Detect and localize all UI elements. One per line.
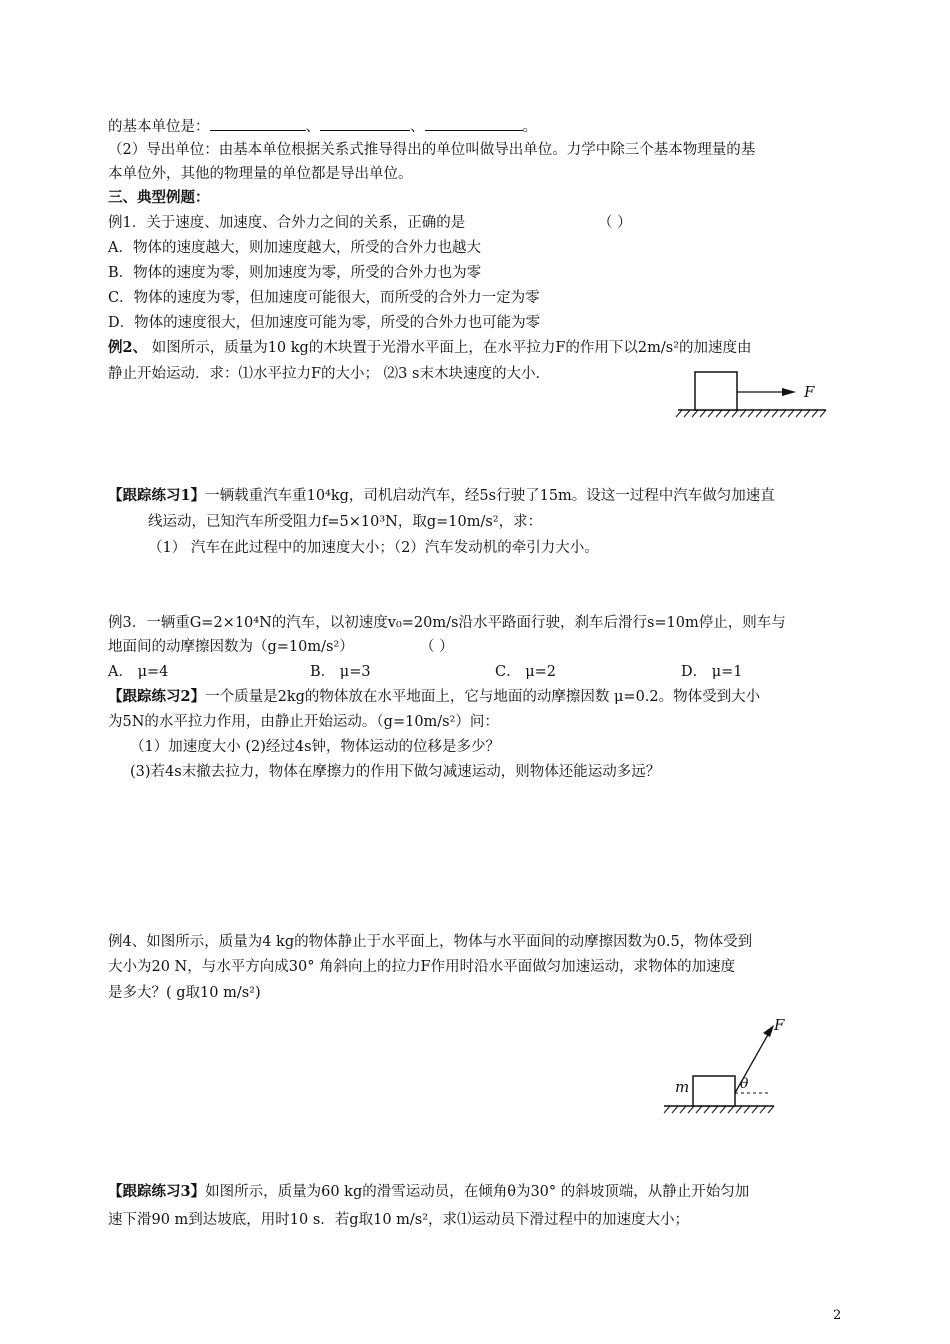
track1-line-3: （1） 汽车在此过程中的加速度大小；（2）汽车发动机的牵引力大小。 bbox=[148, 540, 599, 556]
force-arrow-head bbox=[763, 1025, 774, 1037]
track3-line-2: 速下滑90 m到达坡底，用时10 s．若g取10 m/s²，求⑴运动员下滑过程中的加速度大小； bbox=[108, 1212, 690, 1228]
ground-hatch bbox=[676, 410, 826, 417]
ex1-answer-paren[interactable]: （ ） bbox=[598, 215, 632, 231]
derived-units-line-1: （2）导出单位：由基本单位根据关系式推导得出的单位叫做导出单位。力学中除三个基本物理量的基 bbox=[108, 142, 756, 158]
ex1-option-b: B．物体的速度为零，则加速度为零，所受的合外力也为零 bbox=[108, 265, 482, 281]
ex1-question-text: 例1．关于速度、加速度、合外力之间的关系，正确的是 bbox=[108, 215, 466, 231]
ex1-option-c: C．物体的速度为零，但加速度可能很大，而所受的合外力一定为零 bbox=[108, 290, 540, 306]
track2-label: 【跟踪练习2】 bbox=[108, 688, 206, 705]
ex3-option-b: B． μ=3 bbox=[310, 664, 371, 680]
section-title: 三、典型例题： bbox=[108, 189, 210, 206]
ex4-line-3: 是多大？( g取10 m/s²) bbox=[108, 985, 261, 1001]
blank-1[interactable] bbox=[210, 116, 306, 131]
ex4-figure bbox=[660, 1008, 785, 1120]
ex3-option-d: D． μ=1 bbox=[681, 664, 743, 680]
page-number: 2 bbox=[833, 1308, 842, 1323]
angle-label: θ bbox=[740, 1076, 749, 1092]
track2-text-1: 一个质量是2kg的物体放在水平地面上，它与地面的动摩擦因数 μ=0.2。物体受到大小 bbox=[205, 689, 761, 705]
ex3-option-a: A． μ=4 bbox=[108, 664, 169, 680]
ex4-line-1: 例4、如图所示，质量为4 kg的物体静止于水平面上，物体与水平面间的动摩擦因数为0.5，物体受到 bbox=[108, 934, 753, 950]
track3-text-1: 如图所示，质量为60 kg的滑雪运动员，在倾角θ为30° 的斜坡顶端，从静止开始匀加 bbox=[205, 1184, 750, 1200]
ex3-option-c: C． μ=2 bbox=[495, 664, 557, 680]
ex1-option-a: A．物体的速度越大，则加速度越大，所受的合外力也越大 bbox=[108, 240, 481, 256]
track3-label: 【跟踪练习3】 bbox=[108, 1183, 206, 1200]
separator: 、 bbox=[410, 119, 425, 135]
track1-line-1 bbox=[108, 486, 775, 506]
force-label: F bbox=[804, 383, 815, 401]
derived-units-line-2: 本单位外，其他的物理量的单位都是导出单位。 bbox=[108, 166, 413, 182]
track3-line-1 bbox=[108, 1182, 749, 1202]
ex3-answer-paren[interactable]: （ ） bbox=[420, 639, 454, 655]
force-arrow-head bbox=[782, 388, 796, 396]
track1-label: 【跟踪练习1】 bbox=[108, 487, 206, 504]
blank-3[interactable] bbox=[425, 116, 523, 131]
separator: 、 bbox=[305, 119, 320, 135]
block bbox=[695, 372, 737, 410]
units-line bbox=[108, 116, 537, 137]
units-prefix: 的基本单位是： bbox=[108, 119, 210, 135]
ex2-label: 例2、 bbox=[108, 339, 148, 356]
ex2-figure bbox=[676, 370, 846, 424]
period: 。 bbox=[522, 119, 537, 135]
ex3-line-2: 地面间的动摩擦因数为（g=10m/s²） bbox=[108, 639, 354, 655]
ex2-line-2: 静止开始运动．求：⑴水平拉力F的大小； ⑵3 s末木块速度的大小． bbox=[108, 366, 550, 382]
track2-line-3: （1）加速度大小 (2)经过4s钟，物体运动的位移是多少？ bbox=[130, 739, 501, 755]
blank-2[interactable] bbox=[320, 116, 410, 131]
mass-label: m bbox=[675, 1078, 690, 1096]
ex1-option-d: D．物体的速度很大，但加速度可能为零，所受的合外力也可能为零 bbox=[108, 315, 541, 331]
track1-line-2: 线运动，已知汽车所受阻力f=5×10³N，取g=10m/s²，求： bbox=[148, 514, 543, 530]
ex4-line-2: 大小为20 N，与水平方向成30° 角斜向上的拉力F作用时沿水平面做匀加速运动，求物体的加速度 bbox=[108, 959, 736, 975]
ex2-text-1: 如图所示，质量为10 kg的木块置于光滑水平面上，在水平拉力F的作用下以2m/s²的加速度由 bbox=[147, 340, 752, 356]
track2-line-2: 为5N的水平拉力作用，由静止开始运动。（g=10m/s²）问： bbox=[108, 714, 499, 730]
force-label: F bbox=[774, 1016, 785, 1034]
block bbox=[693, 1076, 735, 1106]
ground-hatch bbox=[664, 1106, 774, 1113]
track2-line-4: (3)若4s末撤去拉力，物体在摩擦力的作用下做匀减速运动，则物体还能运动多远？ bbox=[130, 764, 661, 780]
ex2-line-1 bbox=[108, 338, 752, 358]
ex3-line-1: 例3．一辆重G=2×10⁴N的汽车，以初速度v₀=20m/s沿水平路面行驶，刹车后滑行s=10m停止，则车与 bbox=[108, 615, 786, 631]
ex1-question bbox=[108, 213, 465, 233]
track1-text-1: 一辆载重汽车重10⁴kg，司机启动汽车，经5s行驶了15m。设这一过程中汽车做匀加速直 bbox=[205, 488, 775, 504]
track2-line-1 bbox=[108, 687, 760, 707]
